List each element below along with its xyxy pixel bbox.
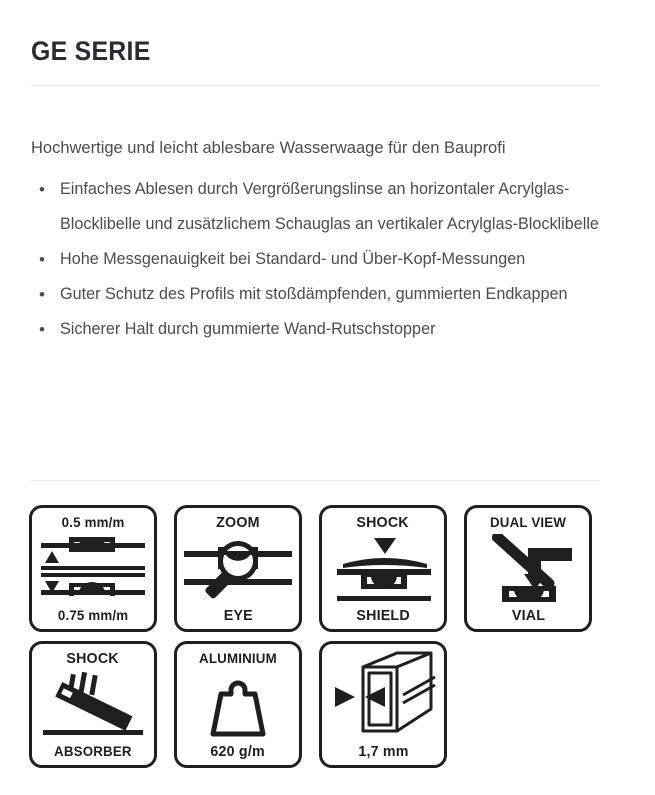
badge-bottom-label: EYE bbox=[223, 607, 253, 624]
list-item bbox=[31, 277, 611, 312]
badge-top-label: SHOCK bbox=[66, 650, 120, 667]
badge-bottom-label: ABSORBER bbox=[54, 743, 132, 759]
list-item-text: Guter Schutz des Profils mit stoßdämpfenden, gummierten Endkappen bbox=[60, 285, 568, 303]
badge-row-2 bbox=[29, 641, 629, 768]
badge-top-label: ZOOM bbox=[216, 514, 260, 531]
badge-bottom-label: 0.75 mm/m bbox=[57, 607, 129, 623]
dual-view-arrow-icon bbox=[471, 531, 585, 607]
weight-icon bbox=[181, 667, 295, 743]
badge-wall-thickness bbox=[319, 641, 447, 768]
profile-tube-icon bbox=[326, 651, 440, 743]
badge-top-label: DUAL VIEW bbox=[489, 514, 567, 530]
feature-list bbox=[31, 172, 611, 347]
list-item bbox=[31, 172, 611, 242]
list-item-text: Sicherer Halt durch gummierte Wand-Rutschstopper bbox=[60, 320, 436, 338]
bullet-glyph: • bbox=[39, 180, 45, 199]
feature-badge-grid bbox=[29, 505, 629, 777]
badge-aluminium bbox=[174, 641, 302, 768]
page-title: GE SERIE bbox=[31, 36, 151, 67]
list-item-text: Hohe Messgenauigkeit bei Standard- und Über-Kopf-Messungen bbox=[60, 250, 526, 268]
bullet-glyph: • bbox=[39, 250, 45, 269]
badge-bottom-label: VIAL bbox=[511, 607, 545, 624]
badge-zoom-eye bbox=[174, 505, 302, 632]
falling-level-icon bbox=[36, 667, 150, 743]
list-item bbox=[31, 312, 611, 347]
badge-dual-view-vial bbox=[464, 505, 592, 632]
badge-bottom-label: 620 g/m bbox=[210, 743, 266, 760]
list-item bbox=[31, 242, 611, 277]
badge-top-label: SHOCK bbox=[356, 514, 410, 531]
magnifier-vial-icon bbox=[181, 531, 295, 607]
intro-paragraph: Hochwertige und leicht ablesbare Wasserwaage für den Bauprofi bbox=[31, 138, 506, 157]
badge-row-1 bbox=[29, 505, 629, 632]
badge-top-label: 0.5 mm/m bbox=[61, 514, 125, 530]
badge-bottom-label: 1,7 mm bbox=[357, 743, 409, 760]
badge-bottom-label: SHIELD bbox=[356, 607, 410, 624]
divider-bottom bbox=[31, 480, 600, 481]
divider-top bbox=[31, 85, 600, 86]
bullet-glyph: • bbox=[39, 320, 45, 339]
badge-shock-shield bbox=[319, 505, 447, 632]
vial-accuracy-icon bbox=[36, 531, 150, 607]
bullet-glyph: • bbox=[39, 285, 45, 304]
badge-accuracy bbox=[29, 505, 157, 632]
list-item-text: Einfaches Ablesen durch Vergrößerungslinse an horizontaler Acrylglas-Blocklibelle und zusätzlichem Schauglas an vertikaler Acrylglas-Blocklibelle bbox=[60, 180, 599, 233]
shield-vial-icon bbox=[326, 531, 440, 607]
badge-shock-absorber bbox=[29, 641, 157, 768]
badge-top-label: ALUMINIUM bbox=[199, 650, 277, 666]
